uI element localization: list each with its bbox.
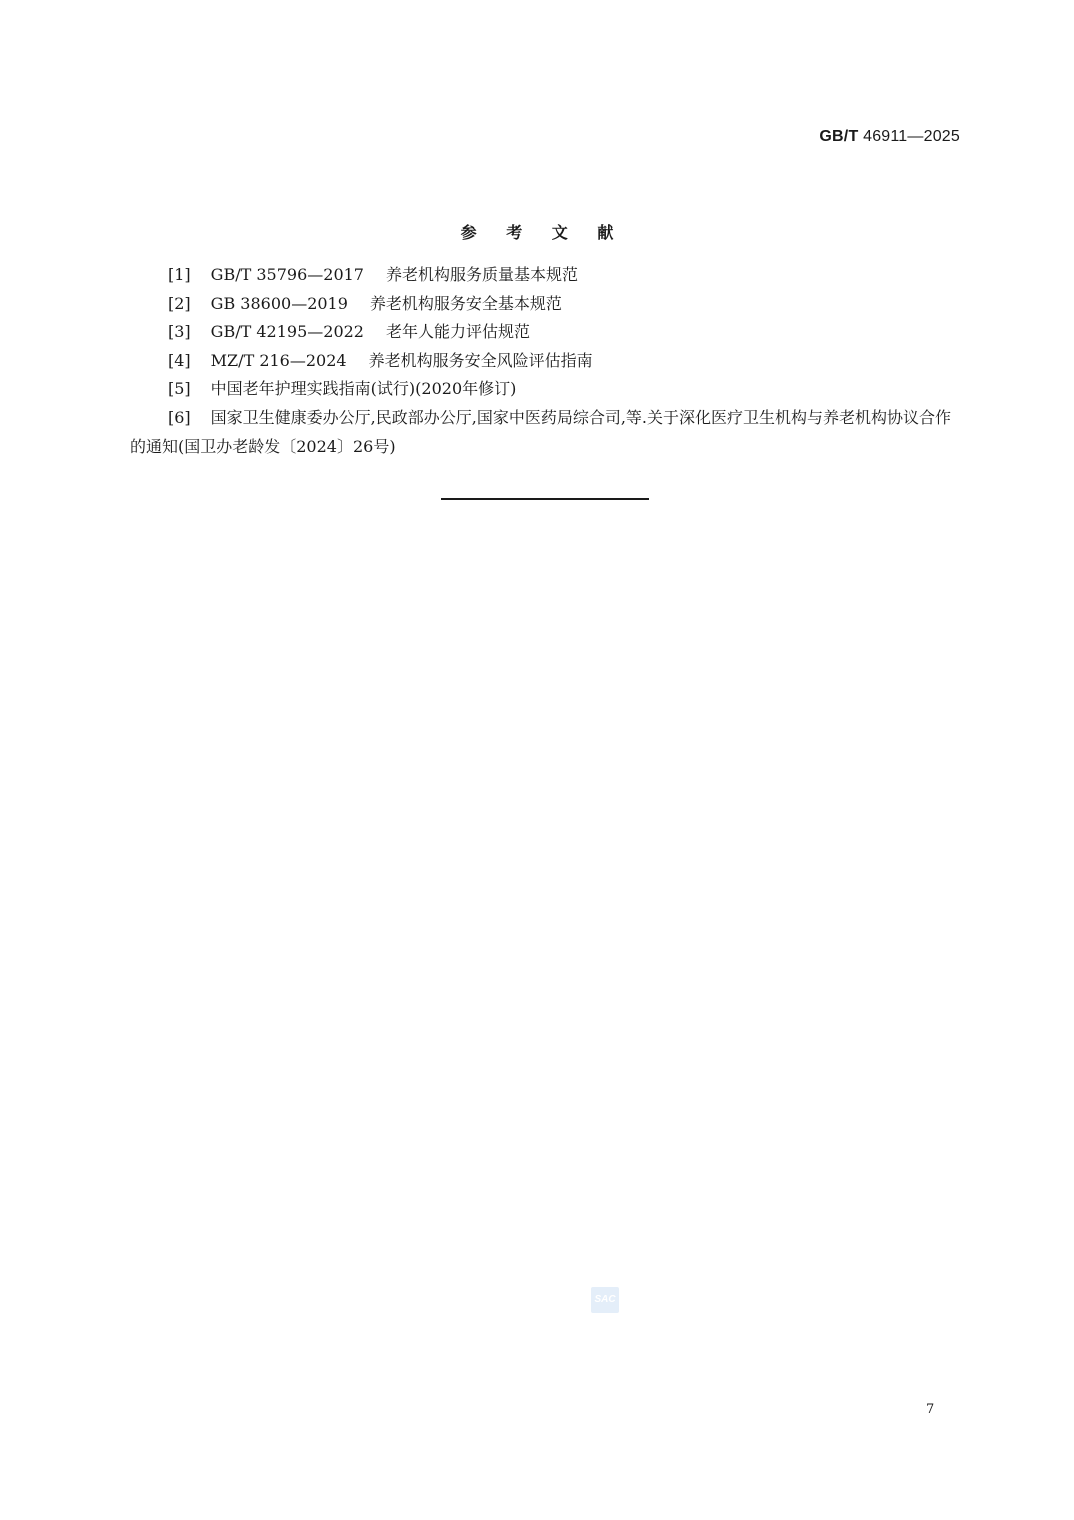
reference-title: 养老机构服务安全风险评估指南 [368, 350, 593, 370]
reference-number: [1] [168, 265, 191, 284]
reference-number: [3] [168, 322, 191, 342]
page-number: 7 [926, 1402, 935, 1417]
reference-list [130, 261, 960, 461]
reference-code: GB/T 42195—2022 [210, 322, 364, 342]
reference-code: GB 38600—2019 [210, 293, 348, 313]
reference-code: GB/T 35796—2017 [210, 265, 364, 284]
reference-item [130, 347, 960, 376]
reference-item [130, 318, 960, 347]
reference-title: 养老机构服务质量基本规范 [385, 265, 578, 284]
standard-code [819, 128, 960, 146]
reference-title: 老年人能力评估规范 [385, 322, 530, 342]
sac-logo: SAC [591, 1287, 619, 1313]
reference-number: [5] [168, 379, 191, 399]
reference-item [130, 404, 960, 461]
standard-code-number: 46911—2025 [863, 128, 960, 145]
section-title: 参 考 文 献 [460, 223, 626, 242]
reference-title: 中国老年护理实践指南(试行)(2020年修订) [210, 379, 517, 399]
reference-number: [2] [168, 293, 191, 313]
reference-title: 养老机构服务安全基本规范 [369, 293, 562, 313]
reference-title: 国家卫生健康委办公厅,民政部办公厅,国家中医药局综合司,等.关于深化医疗卫生机构与养老机构协议合作的通知(国卫办老龄发〔2024〕26号) [130, 407, 952, 456]
reference-number: [6] [168, 407, 191, 427]
reference-number: [4] [168, 350, 191, 370]
reference-item [130, 290, 960, 319]
reference-item [130, 375, 960, 404]
reference-item [130, 261, 960, 290]
standard-code-prefix: GB/T [819, 128, 859, 145]
end-rule [441, 498, 649, 500]
reference-code: MZ/T 216—2024 [210, 350, 347, 370]
